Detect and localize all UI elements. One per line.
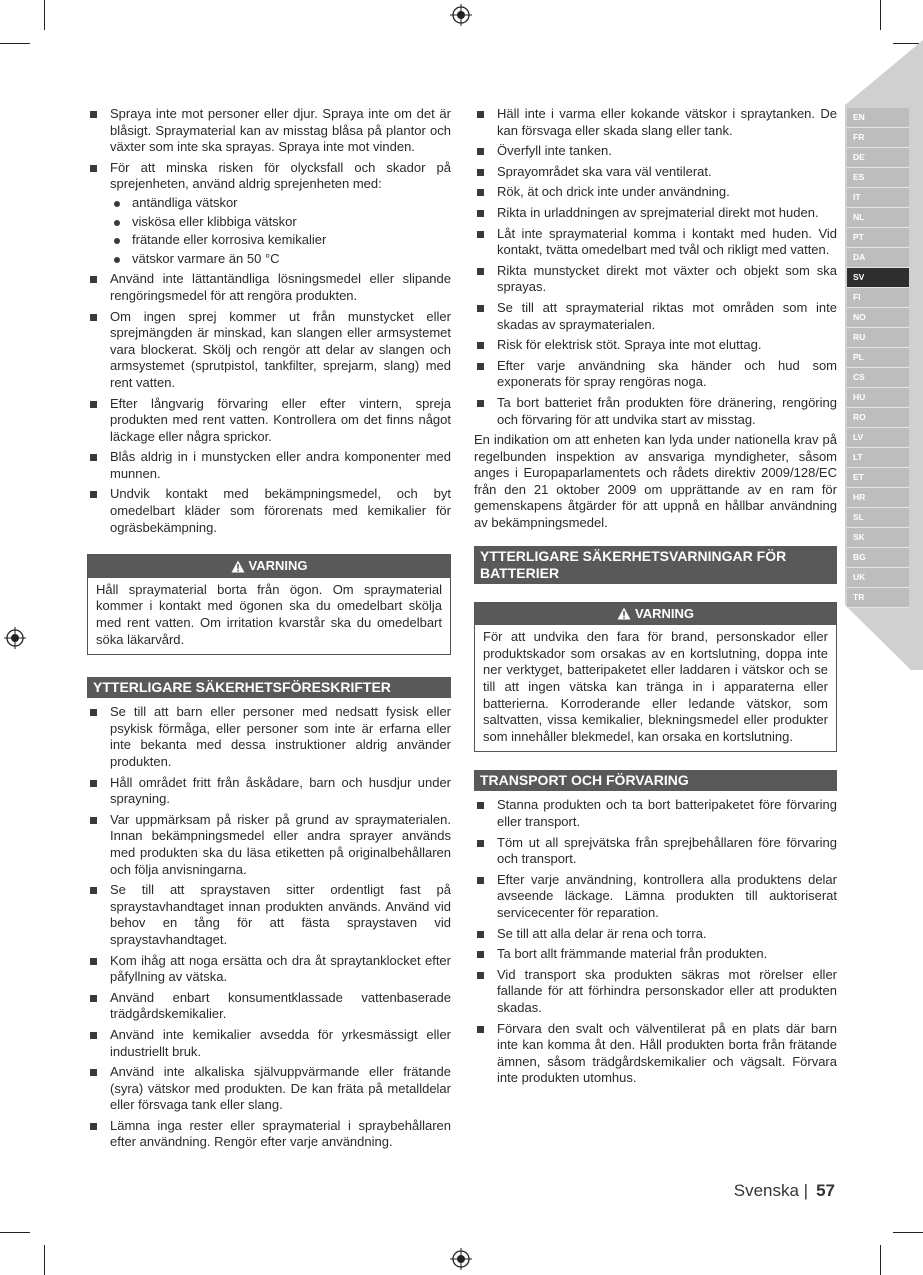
language-tab-hr[interactable]: HR (847, 488, 909, 508)
language-tab-fr[interactable]: FR (847, 128, 909, 148)
list-item: Ta bort allt främmande material från produkten. (474, 946, 837, 963)
list-item: Använd inte kemikalier avsedda för yrkesmässigt eller industriellt bruk. (87, 1027, 451, 1060)
list-item: Använd enbart konsumentklassade vattenbaserade trädgårdskemikalier. (87, 990, 451, 1023)
list-item: Var uppmärksam på risker på grund av spraymaterialen. Innan bekämpningsmedel eller andra sprayer används med produkten ska du läsa etiketten på originalbehållaren och följa anvisningarna. (87, 812, 451, 878)
list-item: Efter varje användning, kontrollera alla produktens delar avseende läckage. Lämna produkten till auktoriserat servicecenter för reparation. (474, 872, 837, 922)
list-item: Låt inte spraymaterial komma i kontakt med huden. Vid kontakt, tvätta omedelbart med tvål och rikligt med vatten. (474, 226, 837, 259)
warning-box (87, 554, 451, 655)
list-item-text: För att minska risken för olycksfall och skador på sprejenheten, använd aldrig sprejenheten med: (110, 159, 451, 192)
list-item: Överfyll inte tanken. (474, 143, 837, 160)
list-item: Spraya inte mot personer eller djur. Spraya inte om det är blåsigt. Spraymaterial kan av misstag blåsa på plantor och växter som inte ska sprayas. Spraya inte mot vinden. (87, 106, 451, 156)
crop-mark (880, 1245, 881, 1275)
language-tab-it[interactable]: IT (847, 188, 909, 208)
list-item: Om ingen sprej kommer ut från munstycket eller sprejmängden är minskad, kan slangen eller armsystemet vara blockerat. Skölj och rengör att delar av slangen och armsystemet (sprutpistol, tankfilter, sprejarm, slang) med rent vatten. (87, 309, 451, 392)
sub-list-item: antändliga vätskor (110, 195, 451, 212)
right-column (474, 106, 837, 1091)
language-tab-sl[interactable]: SL (847, 508, 909, 528)
sub-list-item: vätskor varmare än 50 °C (110, 251, 451, 268)
list-item: Använd inte alkaliska självuppvärmande eller frätande (syra) vätskor med produkten. De kan fräta på metalldelar eller försvaga tank eller slang. (87, 1064, 451, 1114)
crop-mark (880, 0, 881, 30)
list-item: Risk för elektrisk stöt. Spraya inte mot eluttag. (474, 337, 837, 354)
language-tab-strip (845, 40, 923, 670)
list-item: Använd inte lättantändliga lösningsmedel eller slipande rengöringsmedel för att rengöra produkten. (87, 271, 451, 304)
language-tab-uk[interactable]: UK (847, 568, 909, 588)
list-item: Stanna produkten och ta bort batteripaketet före förvaring eller transport. (474, 797, 837, 830)
transport-list (474, 797, 837, 1087)
warning-triangle-icon (617, 607, 631, 620)
registration-mark-icon (4, 627, 26, 649)
language-tab-da[interactable]: DA (847, 248, 909, 268)
left-column (87, 106, 451, 1155)
list-item: Häll inte i varma eller kokande vätskor i spraytanken. De kan försvaga eller skada slang eller tank. (474, 106, 837, 139)
crop-mark (0, 43, 30, 44)
list-item: Ta bort batteriet från produkten före dränering, rengöring och förvaring för att undvika start av misstag. (474, 395, 837, 428)
directive-paragraph: En indikation om att enheten kan lyda under nationella krav på regelbunden inspektion av ansvariga myndigheter, såsom anges i Europaparlamentets och rådets direktiv 2009/128/EC från den 21 oktober 2009 om upprättande av en ram för gemenskapens åtgärder för att uppnå en hållbar användning av bekämpningsmedel. (474, 432, 837, 531)
language-tab-ru[interactable]: RU (847, 328, 909, 348)
list-item: Sprayområdet ska vara väl ventilerat. (474, 164, 837, 181)
sub-list-item: viskösa eller klibbiga vätskor (110, 214, 451, 231)
language-tab-lt[interactable]: LT (847, 448, 909, 468)
language-tab-et[interactable]: ET (847, 468, 909, 488)
language-tab-de[interactable]: DE (847, 148, 909, 168)
language-tab-nl[interactable]: NL (847, 208, 909, 228)
language-tab-pt[interactable]: PT (847, 228, 909, 248)
warning-title: VARNING (248, 558, 308, 574)
list-item: Efter långvarig förvaring eller efter vintern, spreja produkten med rent vatten. Kontrollera om det finns något läckage eller några sprickor. (87, 396, 451, 446)
list-item: Vid transport ska produkten säkras mot rörelser eller fallande för att förhindra personskador eller att produkten skadas. (474, 967, 837, 1017)
language-tab-fi[interactable]: FI (847, 288, 909, 308)
safety-list (474, 106, 837, 428)
list-item: Blås aldrig in i munstycken eller andra komponenter med munnen. (87, 449, 451, 482)
list-item: Undvik kontakt med bekämpningsmedel, och byt omedelbart kläder som förorenats med kemikalier för ogräsbekämpning. (87, 486, 451, 536)
list-item: Se till att alla delar är rena och torra. (474, 926, 837, 943)
language-list (847, 108, 909, 608)
warning-text: Håll spraymaterial borta från ögon. Om spraymaterial kommer i kontakt med ögonen ska du omedelbart skölja med rent vatten. Om irritation kvarstår ska du omedelbart söka läkarvård. (96, 581, 442, 647)
section-heading: TRANSPORT OCH FÖRVARING (474, 770, 837, 791)
language-tab-sk[interactable]: SK (847, 528, 909, 548)
list-item: Rikta munstycket direkt mot växter och objekt som ska sprayas. (474, 263, 837, 296)
crop-mark (0, 1232, 30, 1233)
warning-header (88, 555, 450, 578)
footer-language: Svenska | (733, 1181, 809, 1200)
list-item (87, 160, 451, 268)
language-tab-es[interactable]: ES (847, 168, 909, 188)
page-footer (734, 1181, 835, 1201)
sub-list (110, 195, 451, 267)
warning-box (474, 602, 837, 753)
list-item: Efter varje användning ska händer och hud som exponerats för spray rengöras noga. (474, 358, 837, 391)
language-tab-no[interactable]: NO (847, 308, 909, 328)
language-tab-lv[interactable]: LV (847, 428, 909, 448)
list-item: Förvara den svalt och välventilerat på en plats där barn inte kan komma åt den. Håll produkten borta från frätande ämnen, såsom trädgårdskemikalier och vägsalt. Förvara inte produkten utomhus. (474, 1021, 837, 1087)
additional-safety-list (87, 704, 451, 1151)
list-item: Håll området fritt från åskådare, barn och husdjur under sprayning. (87, 775, 451, 808)
list-item: Se till att spraymaterial riktas mot områden som inte skadas av spraymaterialen. (474, 300, 837, 333)
list-item: Se till att spraystaven sitter ordentligt fast på spraystavhandtaget innan produkten används. Använd vid behov en tång för att fästa spraystaven vid spraystavhandtaget. (87, 882, 451, 948)
warning-title: VARNING (635, 605, 694, 621)
list-item: Lämna inga rester eller spraymaterial i spraybehållaren efter användning. Rengör efter varje användning. (87, 1118, 451, 1151)
list-item: Se till att barn eller personer med nedsatt fysisk eller psykisk förmåga, eller personer som inte är erfarna eller inte bekanta med dessa instruktioner aldrig använder produkten. (87, 704, 451, 770)
section-heading: YTTERLIGARE SÄKERHETSVARNINGAR FÖR BATTERIER (474, 546, 837, 584)
warning-header (475, 603, 836, 626)
language-tab-sv[interactable]: SV (847, 268, 909, 288)
safety-list (87, 106, 451, 536)
sub-list-item: frätande eller korrosiva kemikalier (110, 232, 451, 249)
crop-mark (893, 1232, 923, 1233)
section-heading: YTTERLIGARE SÄKERHETSFÖRESKRIFTER (87, 677, 451, 698)
language-tab-pl[interactable]: PL (847, 348, 909, 368)
language-tab-bg[interactable]: BG (847, 548, 909, 568)
language-tab-en[interactable]: EN (847, 108, 909, 128)
page-number: 57 (816, 1181, 835, 1200)
crop-mark (44, 0, 45, 30)
registration-mark-icon (450, 1248, 472, 1270)
list-item: Rikta in urladdningen av sprejmaterial direkt mot huden. (474, 205, 837, 222)
registration-mark-icon (450, 4, 472, 26)
warning-triangle-icon (231, 560, 245, 573)
language-tab-hu[interactable]: HU (847, 388, 909, 408)
language-tab-cs[interactable]: CS (847, 368, 909, 388)
list-item: Kom ihåg att noga ersätta och dra åt spraytanklocket efter påfyllning av vätska. (87, 953, 451, 986)
crop-mark (44, 1245, 45, 1275)
list-item: Töm ut all sprejvätska från sprejbehållaren före förvaring och transport. (474, 835, 837, 868)
language-tab-tr[interactable]: TR (847, 588, 909, 608)
warning-text: För att undvika den fara för brand, personskador eller produktskador som orsakas av en kortslutning, doppa inte ner verktyget, batteripaketet eller laddaren i vätskor och se till att ingen vätska kan tränga in i apparaterna eller batterierna. Korroderande eller ledande vätskor, som saltvatten, vissa kemikalier, blekningsmedel eller produkter som innehåller blekmedel, kan orsaka en kortslutning. (483, 629, 828, 744)
list-item: Rök, ät och drick inte under användning. (474, 184, 837, 201)
language-tab-ro[interactable]: RO (847, 408, 909, 428)
